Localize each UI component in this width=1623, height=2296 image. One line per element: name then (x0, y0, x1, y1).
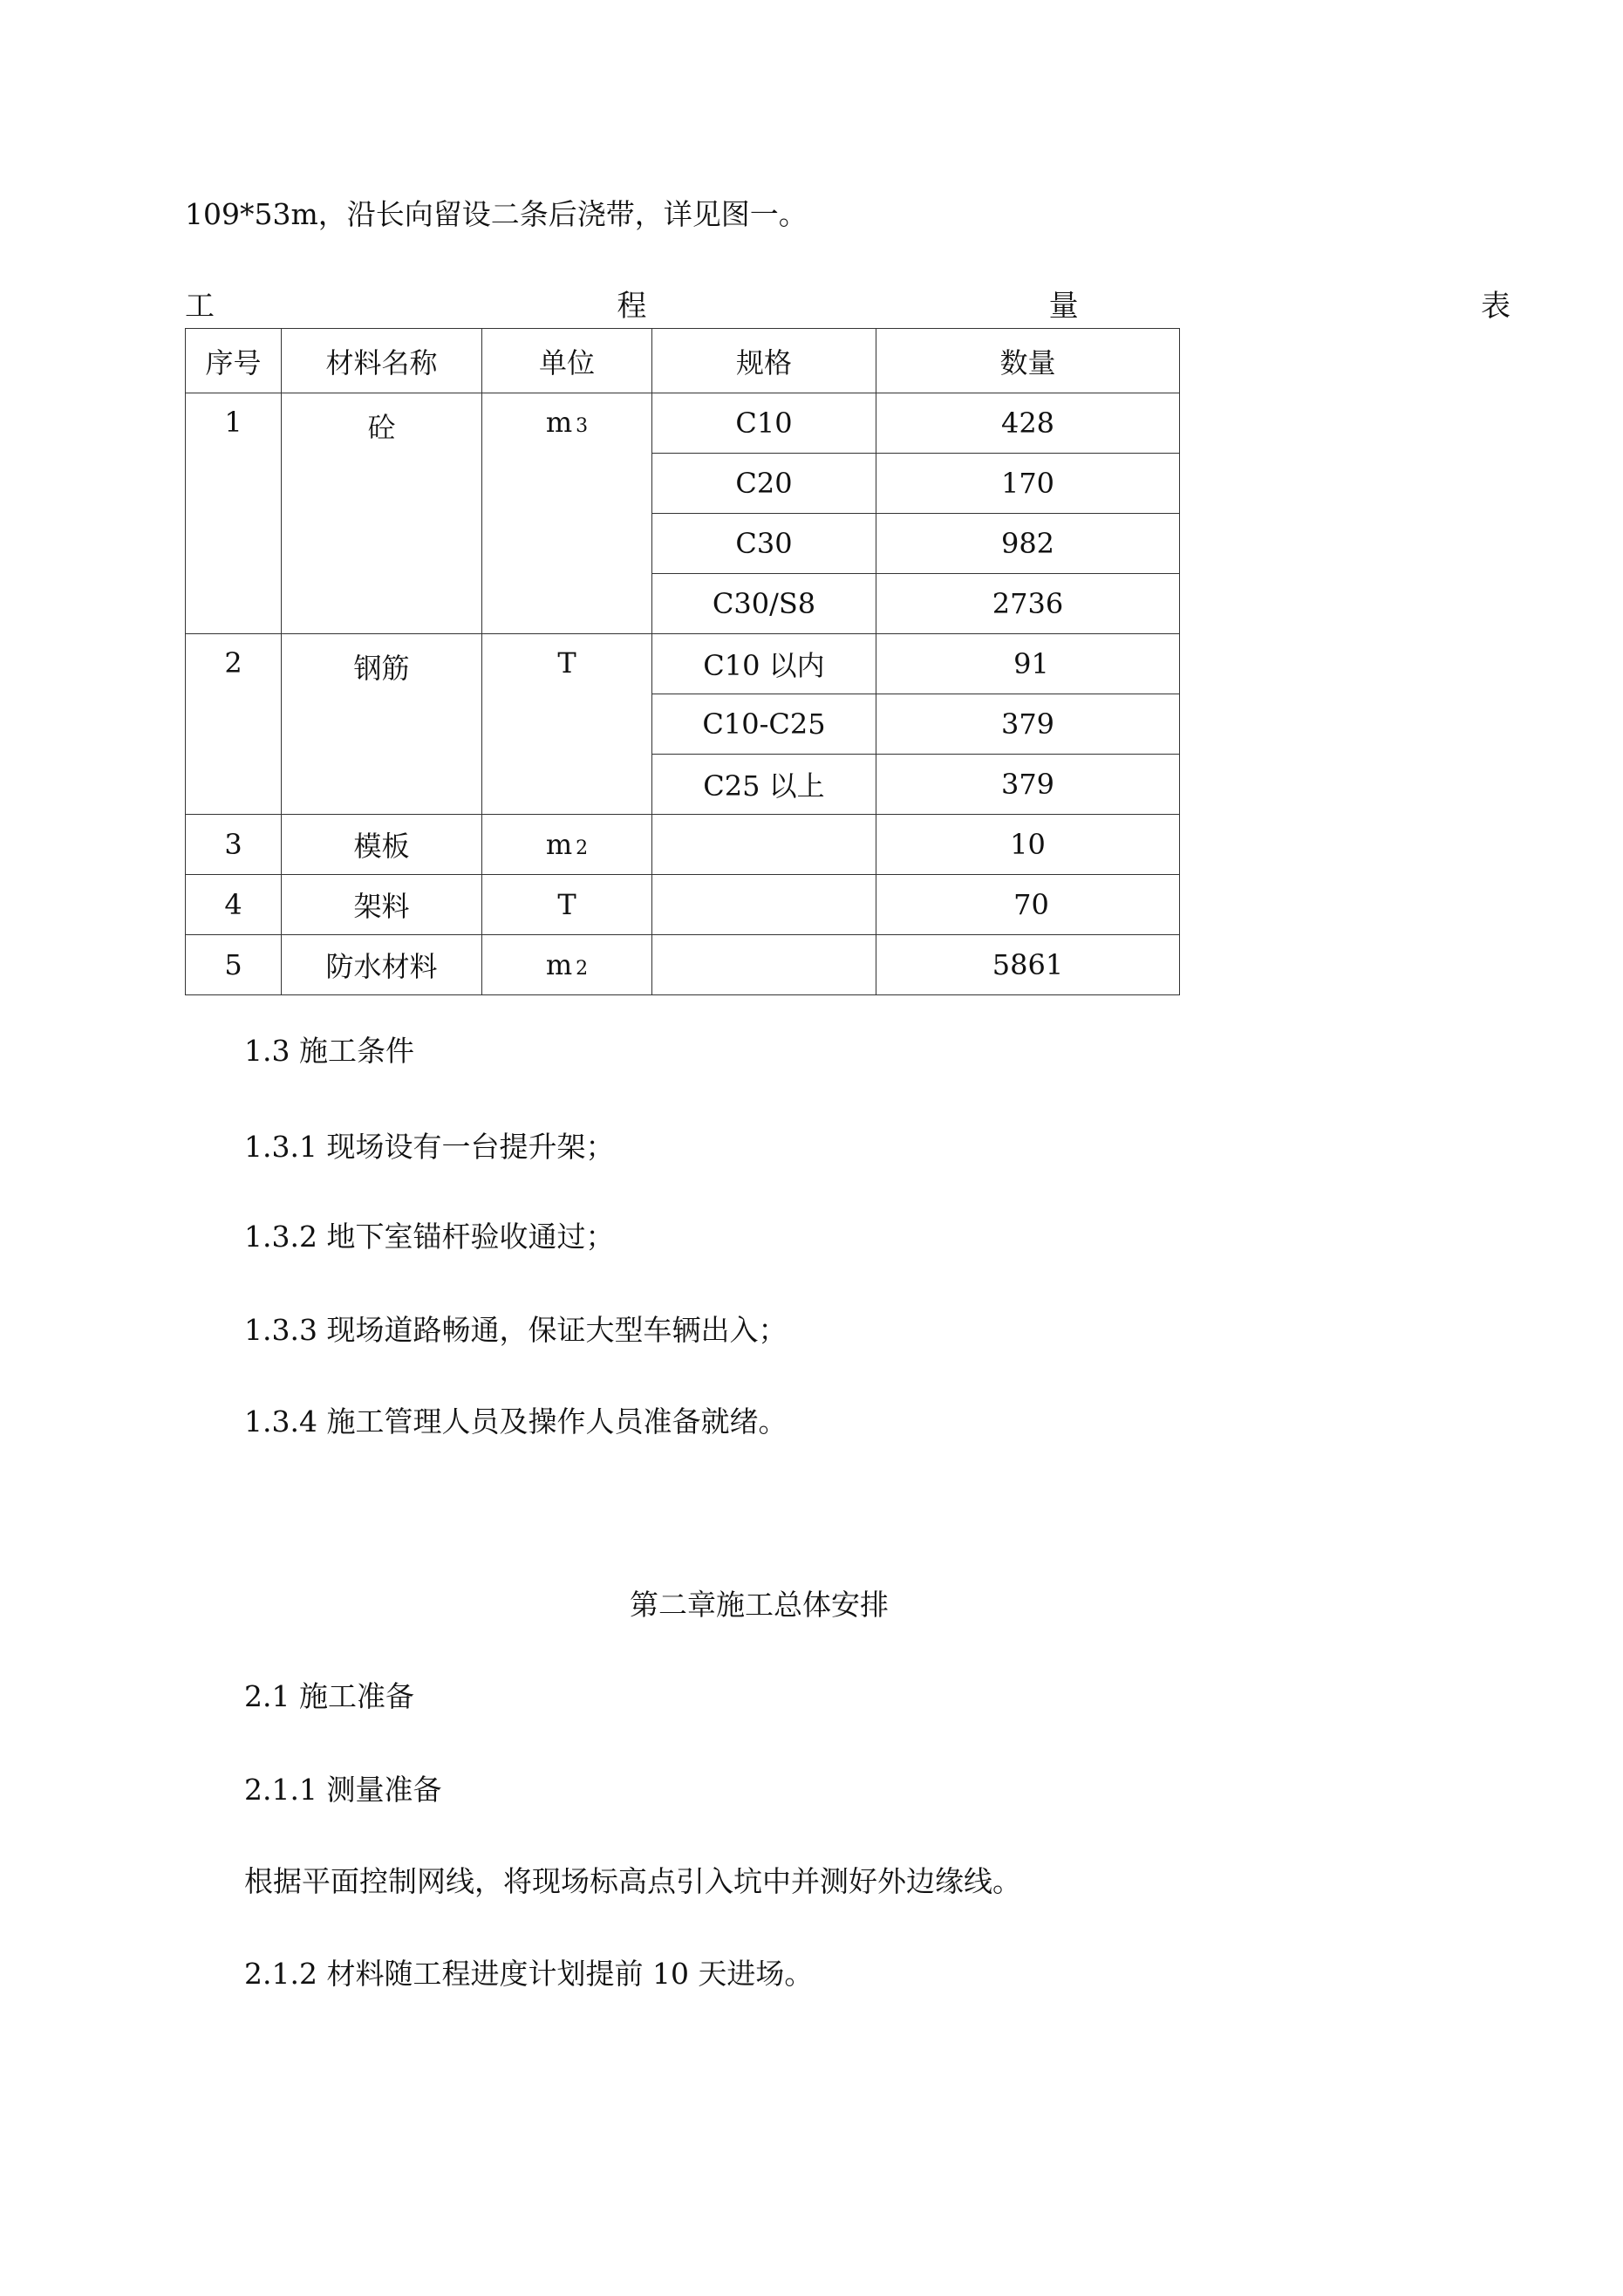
unit-text: T (557, 888, 576, 921)
intro-text: 109*53m，沿长向留设二条后浇带，详见图一。 (185, 197, 808, 231)
list-item: 1.3.3 现场道路畅通，保证大型车辆出入； (244, 1313, 788, 1347)
table-title (185, 288, 1510, 325)
quantity-cell: 982 (876, 514, 1180, 574)
quantity-cell: 428 (876, 393, 1180, 454)
unit-cell (482, 875, 652, 935)
quantity-cell: 379 (876, 755, 1180, 815)
section-heading: 2.1 施工准备 (244, 1679, 414, 1713)
row-number: 2 (186, 634, 282, 815)
spec-cell (652, 815, 876, 875)
spec-cell: C10 以内 (652, 634, 876, 694)
quantity-value: 70 (1013, 888, 1049, 921)
quantity-table (185, 328, 1180, 995)
header-cell: 单位 (482, 329, 652, 393)
material-name: 模板 (282, 815, 482, 875)
list-item: 1.3.4 施工管理人员及操作人员准备就绪。 (244, 1404, 788, 1438)
table-row (186, 634, 1180, 694)
header-cell: 规格 (652, 329, 876, 393)
quantity-value: 91 (1013, 647, 1049, 680)
quantity-cell (876, 634, 1180, 694)
spec-cell: C10 (652, 393, 876, 454)
table-row (186, 815, 1180, 875)
unit-text: m (545, 948, 573, 981)
unit-text: m (545, 406, 573, 439)
section-heading: 2.1.1 测量准备 (244, 1773, 442, 1807)
table-title-char: 程 (617, 289, 647, 324)
spec-cell: C20 (652, 454, 876, 514)
spec-cell (652, 935, 876, 995)
quantity-cell: 5861 (876, 935, 1180, 995)
table-title-char: 量 (1048, 289, 1079, 324)
quantity-cell: 2736 (876, 574, 1180, 634)
table-row (186, 935, 1180, 995)
unit-text: T (557, 646, 576, 680)
material-name: 防水材料 (282, 935, 482, 995)
spec-cell: C30 (652, 514, 876, 574)
unit-text: m (545, 828, 573, 861)
unit-superscript: 2 (576, 837, 589, 859)
unit-superscript: 3 (576, 415, 589, 437)
quantity-cell: 379 (876, 694, 1180, 755)
unit-cell (482, 815, 652, 875)
unit-cell (482, 935, 652, 995)
spec-cell: C10-C25 (652, 694, 876, 755)
material-name: 钢筋 (282, 634, 482, 815)
body-paragraph: 根据平面控制网线，将现场标高点引入坑中并测好外边缘线。 (244, 1864, 1021, 1898)
table-title-char: 表 (1480, 289, 1510, 324)
header-cell: 数量 (876, 329, 1180, 393)
body-paragraph: 2.1.2 材料随工程进度计划提前 10 天进场。 (244, 1957, 814, 1991)
table-header-row (186, 329, 1180, 393)
quantity-cell: 170 (876, 454, 1180, 514)
row-number: 3 (186, 815, 282, 875)
table-row (186, 875, 1180, 935)
unit-superscript: 2 (576, 958, 589, 980)
spec-cell: C25 以上 (652, 755, 876, 815)
material-name: 架料 (282, 875, 482, 935)
table-row (186, 393, 1180, 454)
row-number: 5 (186, 935, 282, 995)
list-item: 1.3.1 现场设有一台提升架； (244, 1130, 615, 1164)
section-heading: 1.3 施工条件 (244, 1034, 414, 1068)
quantity-cell: 10 (876, 815, 1180, 875)
material-name: 砼 (282, 393, 482, 634)
row-number: 1 (186, 393, 282, 634)
quantity-cell (876, 875, 1180, 935)
spec-cell: C30/S8 (652, 574, 876, 634)
unit-cell (482, 393, 652, 634)
list-item: 1.3.2 地下室锚杆验收通过； (244, 1220, 615, 1254)
row-number: 4 (186, 875, 282, 935)
unit-cell (482, 634, 652, 815)
header-cell: 序号 (186, 329, 282, 393)
spec-cell (652, 875, 876, 935)
table-title-char: 工 (185, 289, 215, 324)
chapter-title: 第二章施工总体安排 (630, 1588, 889, 1622)
header-cell: 材料名称 (282, 329, 482, 393)
